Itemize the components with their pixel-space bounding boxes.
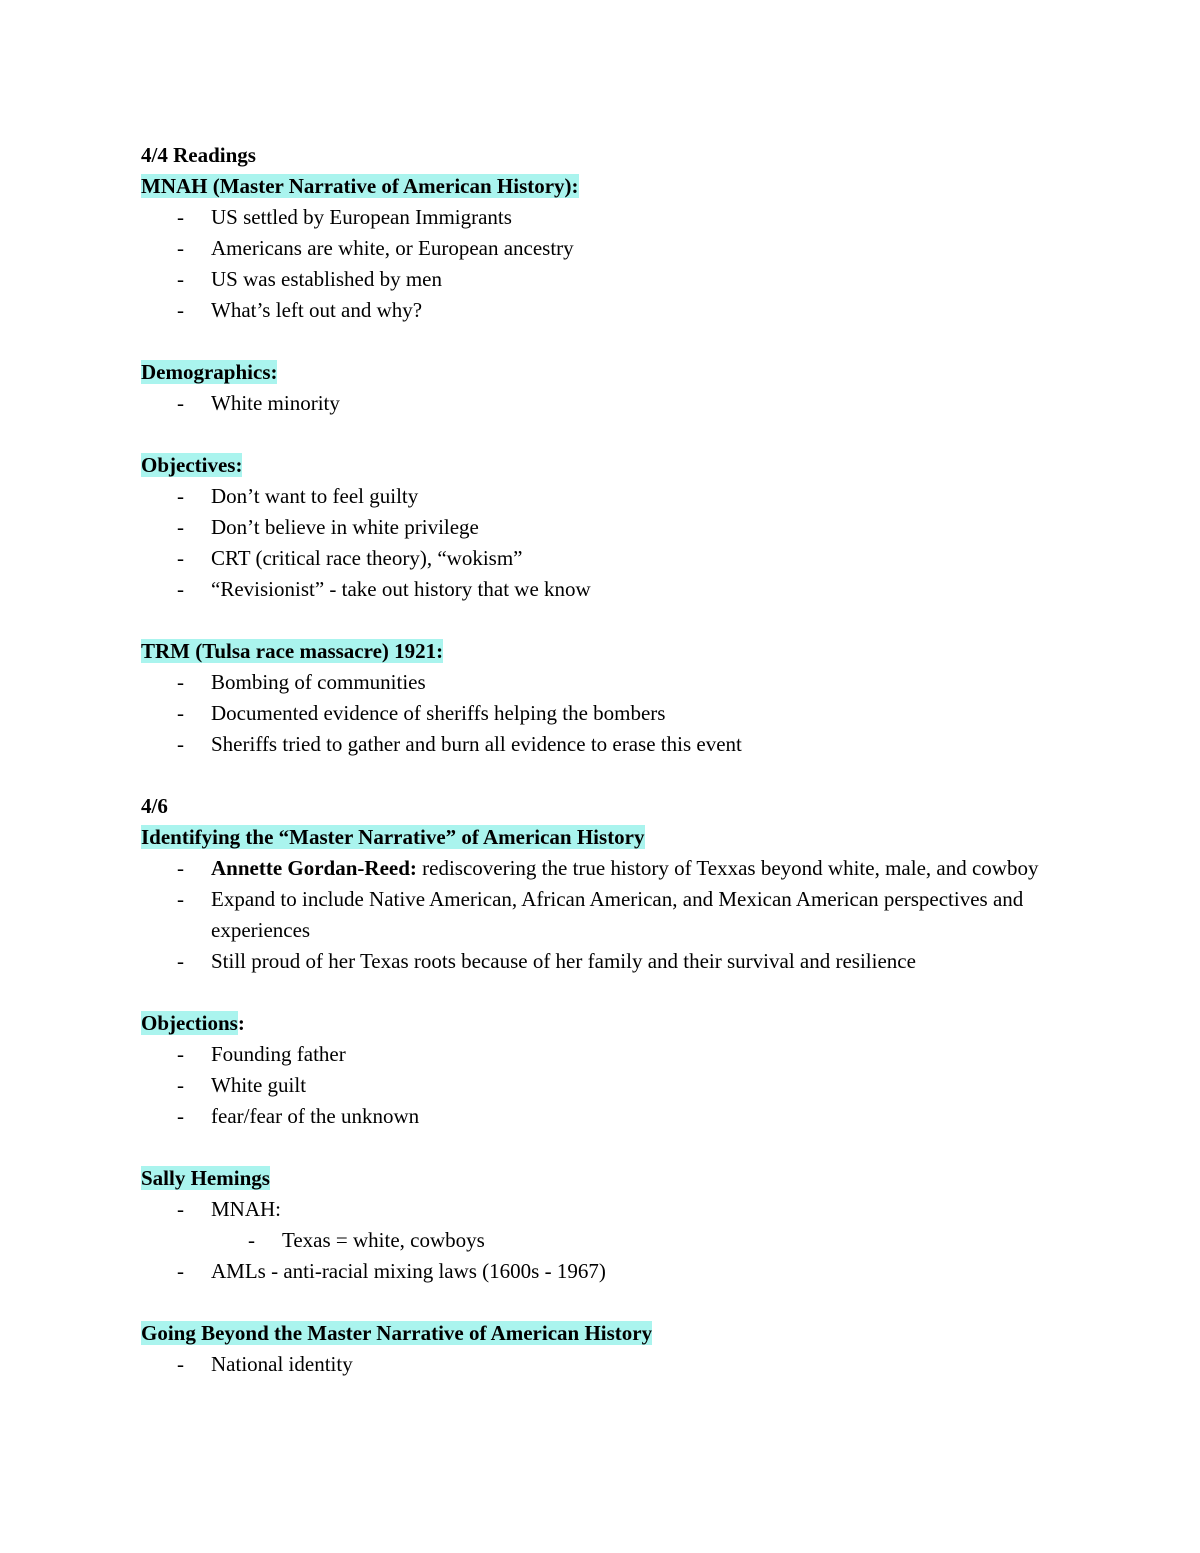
bullet-dash: -	[177, 1352, 184, 1376]
list-item-text: AMLs - anti-racial mixing laws (1600s - 1967)	[211, 1259, 606, 1283]
demographics-heading	[141, 357, 1101, 388]
list-item	[141, 946, 1101, 977]
list-item-text: US was established by men	[211, 267, 442, 291]
list-item-text: rediscovering the true history of Texxas beyond white, male, and cowboy	[416, 856, 1039, 880]
blank-line	[141, 326, 1101, 357]
bullet-dash: -	[248, 1228, 255, 1252]
blank-line	[141, 760, 1101, 791]
blank-line	[141, 419, 1101, 450]
bullet-dash: -	[177, 1197, 184, 1221]
bullet-dash: -	[177, 267, 184, 291]
list-item	[141, 543, 1101, 574]
bullet-dash: -	[177, 515, 184, 539]
bullet-dash: -	[177, 546, 184, 570]
mnah-heading-text: MNAH (Master Narrative of American History):	[141, 174, 579, 198]
document-page	[141, 140, 1101, 1380]
list-item-text: National identity	[211, 1352, 353, 1376]
list-item-text: Expand to include Native American, African American, and Mexican American perspectives and experiences	[211, 887, 1024, 942]
bullet-dash: -	[177, 949, 184, 973]
sub-list-item-text: Texas = white, cowboys	[282, 1228, 485, 1252]
list-item-text: Sheriffs tried to gather and burn all evidence to erase this event	[211, 732, 742, 756]
list-item-text: White minority	[211, 391, 340, 415]
list-item	[141, 1194, 1101, 1225]
list-item	[141, 264, 1101, 295]
list-item-text: White guilt	[211, 1073, 307, 1097]
list-item	[141, 667, 1101, 698]
blank-line	[141, 1132, 1101, 1163]
list-item	[141, 1039, 1101, 1070]
list-item-text: CRT (critical race theory), “wokism”	[211, 546, 523, 570]
list-item-text: Documented evidence of sheriffs helping the bombers	[211, 701, 666, 725]
beyond-heading-text: Going Beyond the Master Narrative of American History	[141, 1321, 653, 1345]
list-item-text: What’s left out and why?	[211, 298, 423, 322]
bullet-dash: -	[177, 887, 184, 911]
sally-hemings-heading-text: Sally Hemings	[141, 1166, 270, 1190]
objectives-heading	[141, 450, 1101, 481]
list-item	[141, 1070, 1101, 1101]
identifying-heading	[141, 822, 1101, 853]
bullet-dash: -	[177, 236, 184, 260]
blank-line	[141, 977, 1101, 1008]
sub-list-item	[141, 1225, 1101, 1256]
list-item	[141, 1101, 1101, 1132]
list-item-text: US settled by European Immigrants	[211, 205, 512, 229]
list-item	[141, 481, 1101, 512]
beyond-heading	[141, 1318, 1101, 1349]
list-item-text: Americans are white, or European ancestry	[211, 236, 574, 260]
trm-heading-text: TRM (Tulsa race massacre) 1921:	[141, 639, 444, 663]
list-item-text: Don’t believe in white privilege	[211, 515, 479, 539]
list-item	[141, 853, 1101, 884]
objections-heading-text: Objections	[141, 1011, 238, 1035]
list-item-text: Founding father	[211, 1042, 346, 1066]
blank-line	[141, 605, 1101, 636]
bullet-dash: -	[177, 205, 184, 229]
list-item	[141, 202, 1101, 233]
list-item	[141, 388, 1101, 419]
list-item	[141, 1349, 1101, 1380]
list-item	[141, 295, 1101, 326]
list-item	[141, 1256, 1101, 1287]
identifying-heading-text: Identifying the “Master Narrative” of American History	[141, 825, 645, 849]
objections-heading-colon: :	[237, 1011, 245, 1035]
list-item	[141, 574, 1101, 605]
bullet-dash: -	[177, 484, 184, 508]
mnah-heading	[141, 171, 1101, 202]
list-item	[141, 233, 1101, 264]
list-item-text: Still proud of her Texas roots because of her family and their survival and resilience	[211, 949, 916, 973]
demographics-heading-text: Demographics:	[141, 360, 278, 384]
list-item	[141, 884, 1101, 946]
bullet-dash: -	[177, 577, 184, 601]
blank-line	[141, 1287, 1101, 1318]
list-item-text: fear/fear of the unknown	[211, 1104, 420, 1128]
list-item-text: Bombing of communities	[211, 670, 426, 694]
bullet-dash: -	[177, 1042, 184, 1066]
bullet-dash: -	[177, 391, 184, 415]
bullet-dash: -	[177, 1104, 184, 1128]
list-item-text: “Revisionist” - take out history that we know	[211, 577, 591, 601]
trm-heading	[141, 636, 1101, 667]
bullet-dash: -	[177, 1259, 184, 1283]
list-item-bold-text: Annette Gordan-Reed:	[211, 856, 417, 880]
date-heading-4-4: 4/4 Readings	[141, 143, 256, 167]
date-heading-4-6: 4/6	[141, 794, 168, 818]
bullet-dash: -	[177, 670, 184, 694]
list-item-text: Don’t want to feel guilty	[211, 484, 419, 508]
sally-hemings-heading	[141, 1163, 1101, 1194]
list-item-text: MNAH:	[211, 1197, 282, 1221]
objections-heading	[141, 1008, 1101, 1039]
list-item	[141, 698, 1101, 729]
bullet-dash: -	[177, 298, 184, 322]
bullet-dash: -	[177, 701, 184, 725]
bullet-dash: -	[177, 856, 184, 880]
bullet-dash: -	[177, 1073, 184, 1097]
list-item	[141, 512, 1101, 543]
list-item	[141, 729, 1101, 760]
objectives-heading-text: Objectives:	[141, 453, 243, 477]
bullet-dash: -	[177, 732, 184, 756]
